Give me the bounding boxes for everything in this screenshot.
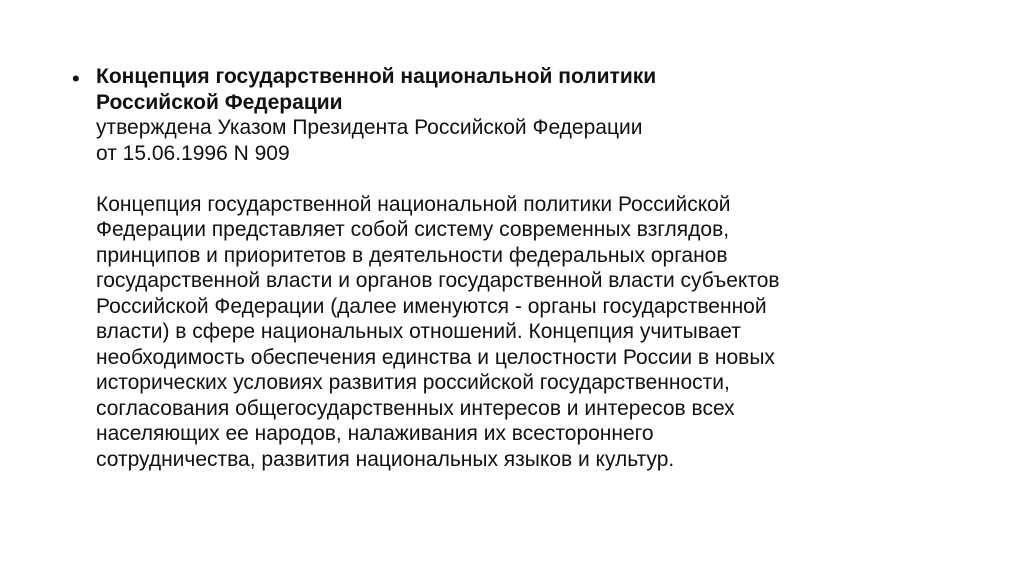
- body-line: населяющих ее народов, налаживания их всестороннего: [96, 422, 654, 445]
- bullet-content: [96, 64, 956, 472]
- body-line: Федерации представляет собой систему современных взглядов,: [96, 218, 730, 241]
- subtitle-line: от 15.06.1996 N 909: [96, 141, 290, 165]
- paragraph-spacer: [96, 166, 956, 192]
- bullet-marker: •: [72, 66, 80, 91]
- subtitle-line: утверждена Указом Президента Российской Федерации: [96, 116, 643, 139]
- body-line: власти) в сфере национальных отношений. Концепция учитывает: [96, 320, 741, 343]
- body-line: Концепция государственной национальной политики Российской: [96, 192, 731, 216]
- body-line: Российской Федерации (далее именуются - органы государственной: [96, 294, 767, 318]
- body-line: сотрудничества, развития национальных языков и культур.: [96, 447, 675, 471]
- body-line: необходимость обеспечения единства и целостности России в новых: [96, 345, 775, 369]
- body-line: согласования общегосударственных интересов и интересов всех: [96, 396, 735, 420]
- body-line: принципов и приоритетов в деятельности федеральных органов: [96, 243, 728, 267]
- body-line: исторических условиях развития российской государственности,: [96, 371, 730, 394]
- title-line: Концепция государственной национальной политики: [96, 65, 657, 88]
- body-line: государственной власти и органов государственной власти субъектов: [96, 269, 780, 292]
- title-line: Российской Федерации: [96, 90, 343, 114]
